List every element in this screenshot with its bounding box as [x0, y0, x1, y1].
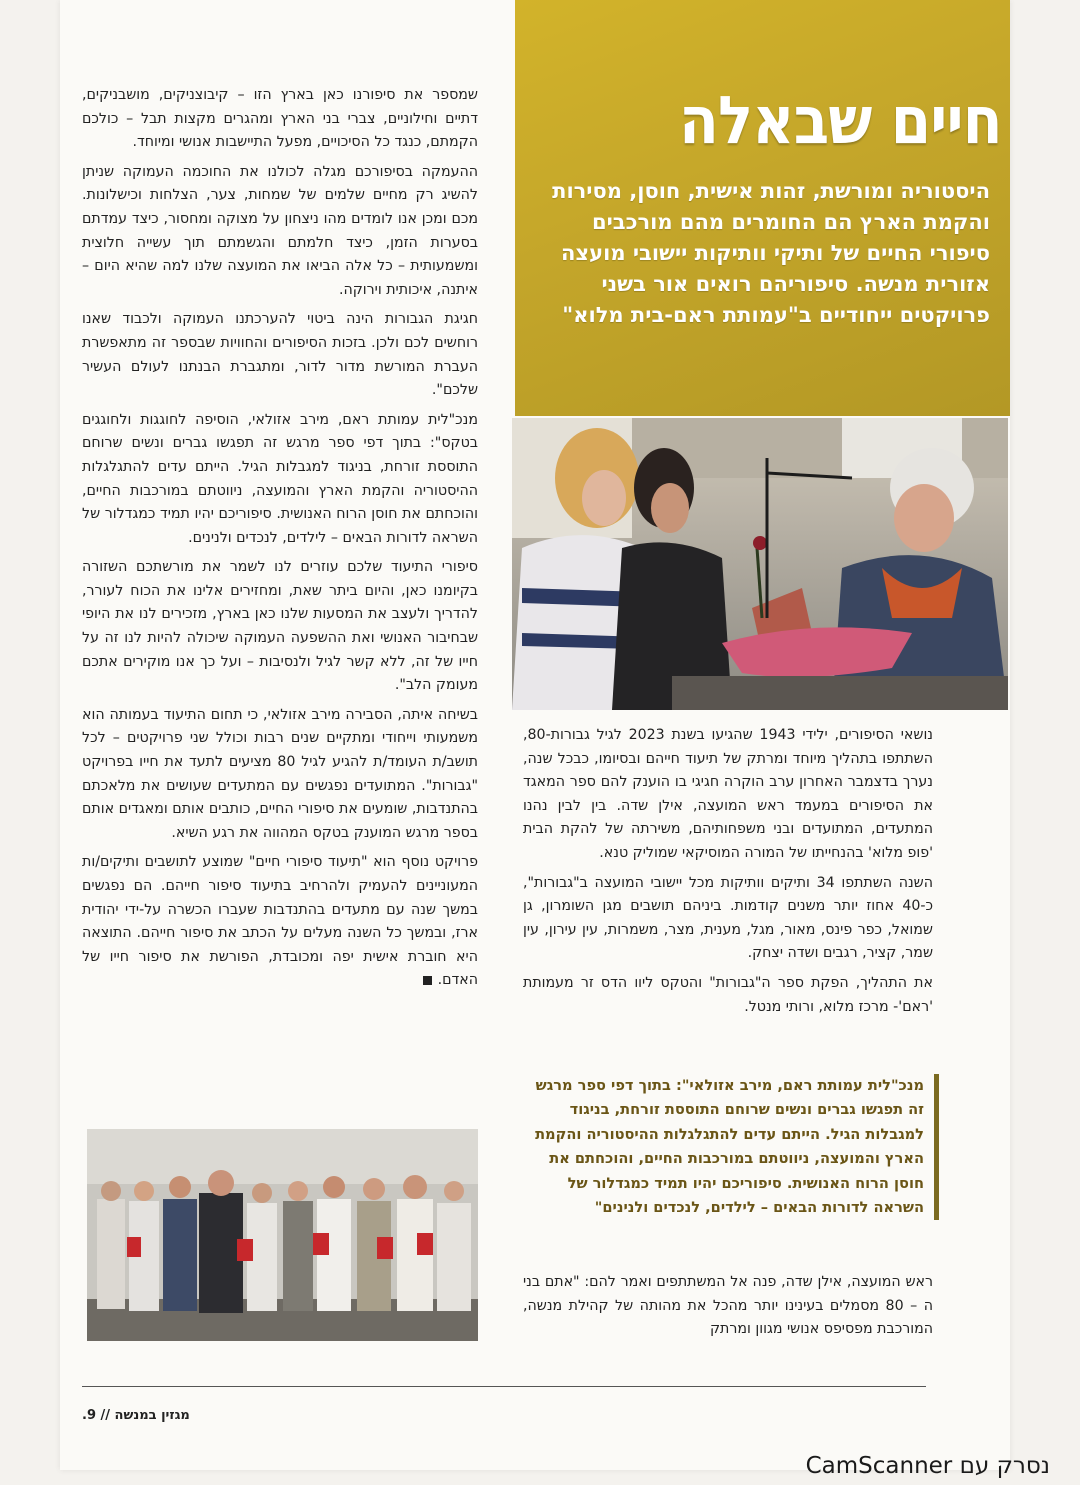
right-column-continuation	[523, 1271, 933, 1348]
article-subhead: היסטוריה ומורשת, זהות אישית, חוסן, מסירות והקמת הארץ הם החומרים מהם מורכבים סיפורי החיים של ותיקי וותיקות יישובי מועצה אזורית מנשה. סיפוריהם רואים אור בשני פרויקטים ייחודיים ב"עמותת ראם-בית מלוא"	[552, 179, 990, 327]
left-paragraph: בשיחה איתה, הסבירה מירב אזולאי, כי תחום התיעוד בעמותה הוא משמעותי וייחודי ומתקיים שנים רבות וכולל שני פרויקטים – לכל תושב/ת העומד/ת להגיע לגיל 80 מציעים לתעד את חייו בפרויקט "גבורות". המתועדים נפגשים עם המתעדים שעושים את מלאכתם בהתנדבות, שומעים את סיפורי החיים, כותבים אותם ומאגדים אותם בספר מרגש המוענק בטקס המהווה את רגע השיא.	[82, 706, 479, 841]
pull-quote: מנכ"לית עמותת ראם, מירב אזולאי": בתוך דפי ספר מרגש זה תפגשו גברים ונשים שרוחם התוססת זורחת, בניגוד למגבלות הגיל. הייתם עדים להתגלגלות ההיסטוריה והקמת הארץ והמועצה, ניווטתם במורכבות החיים, והוכחתם את חוסן הרוח האנושית. סיפוריכם יהיו תמיד כמגדלור של השראה לדורות הבאים – לילדים, לנכדים ולנינים"	[530, 1074, 939, 1220]
right-paragraph: ראש המועצה, אילן שדה, פנה אל המשתתפים ואמר להם: "אתם בני ה – 80 מסמלים בעינינו יותר מהכל את מהותה של קהילת מנשה, המורכבת מפסיפס אנושי מגוון ומרתק	[523, 1274, 933, 1338]
left-paragraph: חגיגת הגבורות הינה ביטוי להערכתנו העמוקה ולכבוד שאנו רוחשים לכם ולכן. בזכות הסיפורים והחוויות שבספר זה מתאפשרת העברת המורשת מדור לדור, ומתגברת הבנתנו לעולם העשיר שלכם".	[82, 311, 478, 399]
article-headline: חיים שבאלה	[679, 82, 1002, 159]
footer-divider	[82, 1386, 926, 1387]
ceremony-photo-illustration	[512, 418, 1008, 710]
right-paragraph: נושאי הסיפורים, ילידי 1943 שהגיעו בשנת 2023 לגיל גבורות-80, השתתפו בתהליך מיוחד ומרתק של תיעוד חייהם ובסיומו, כבכל שנה, נערך בדצמבר האחרון ערב הוקרה חגיגי בו הוענק להם ספר המאגד את הסיפורים במעמד ראש המועצה, אילן שדה. בין לבין נהנו המתעדים, המתועדים ובני משפחותיהם, משירתה של להקת הבית 'פופ מלוא' בהנחייתו של המורה המוסיקאי שמוליק טנא.	[523, 727, 933, 861]
ceremony-photo	[512, 418, 1008, 710]
magazine-page	[60, 0, 1010, 1470]
left-paragraph: שמספר את סיפורנו כאן בארץ הזו – קיבוצניקים, מושבניקים, דתיים וחילוניים, צברי בני הארץ ומהגרים מקצות תבל – כולכם הקמתם, כנגד כל הסיכויים, מפעל התיישבות אנושי ומיוחד.	[82, 87, 478, 151]
group-photo-illustration	[87, 1129, 478, 1341]
right-column	[523, 724, 933, 1025]
end-of-article-mark	[423, 976, 432, 985]
scanner-watermark: נסרק עם CamScanner	[805, 1453, 1050, 1479]
page-footer: מגזין במנשה // 9.	[82, 1408, 190, 1423]
group-photo	[87, 1129, 478, 1341]
left-paragraph: מנכ"לית עמותת ראם, מירב אזולאי, הוסיפה לחוגגות ולחוגגים בטקס": בתוך דפי ספר מרגש זה תפגשו גברים ונשים שרוחם התוססת זורחת, בניגוד למגבלות הגיל. הייתם עדים להתגלגלות ההיסטוריה והקמת הארץ והמועצה, ניווטתם במורכבות החיים, והוכחתם את חוסן הרוח האנושית. סיפוריכם יהיו תמיד כמגדלור של השראה לדורות הבאים – לילדים, לנכדים ולנינים.	[82, 411, 478, 546]
left-paragraph-last	[82, 851, 478, 993]
right-paragraph: את התהליך, הפקת ספר ה"גבורות" והטקס ליוו הדס זר מעמותת 'ראם'- מרכז מלוא, ורותי מנטל.	[523, 974, 933, 1015]
left-paragraph: סיפורי התיעוד שלכם עוזרים לנו לשמר את מורשתכם השזורה בקיומנו כאן, והיום ביתר שאת, ומחזירים אלינו את הכוח לעורר, להדריך ולעצב את המסעות שלנו כאן בארץ, מזכירים לנו את היופי שבחיבור האנושי ואת ההשפעה העמוקה שיכולה להיות לנו זה על חייו של זה, ללא קשר לגיל ולנסיבות – ועל כך אנו מוקירים אתכם מעומק הלב".	[82, 559, 478, 694]
left-column	[82, 84, 478, 999]
left-paragraph: ההעמקה בסיפורכם מגלה לכולנו את החוכמה העמוקה שניתן להשיג רק מחיים שלמים של שמחות, צער, הצלחות וכישלונות. מכם ומכן אנו לומדים מהו ניצחון על מצוקה ומחסור, כיצד עמדתם בסערות הזמן, כיצד חלמתם והגשמתם תוך עשייה חלוצית ומשמעותית – כל אלה הביאו את המועצה שלנו למה שהיא היום – איתנה, איכותית וירוקה.	[82, 163, 478, 298]
right-paragraph: השנה השתתפו 34 ותיקים וותיקות מכל יישובי המועצה ב"גבורות", כ-40 אחוז יותר משנים קודמות. ביניהם תושבים מגן השומרון, גן שמואל, כפר פינס, מאור, מגל, מענית, מצר, משמרות, עין עירון, עין שמר, קציר, רגבים ושדה יצחק.	[523, 874, 933, 962]
left-paragraph-text: פרויקט נוסף הוא "תיעוד סיפורי חיים" שמוצע לתושבים ותיקים/ות המעוניינים להעמיק ולהרחיב בתיעוד סיפור חייהם. הם נפגשים במשך שנה עם מתעדים בהתנדבות שעברו הכשרה על-ידי יהודית ארז, ובמשך כל השנה מעלים על הכתב את סיפור חייהם. התוצאה היא חוברת אישית יפה ומכובדת, הפורשת את סיפור חייו של האדם.	[82, 854, 478, 989]
title-panel	[515, 0, 1010, 416]
